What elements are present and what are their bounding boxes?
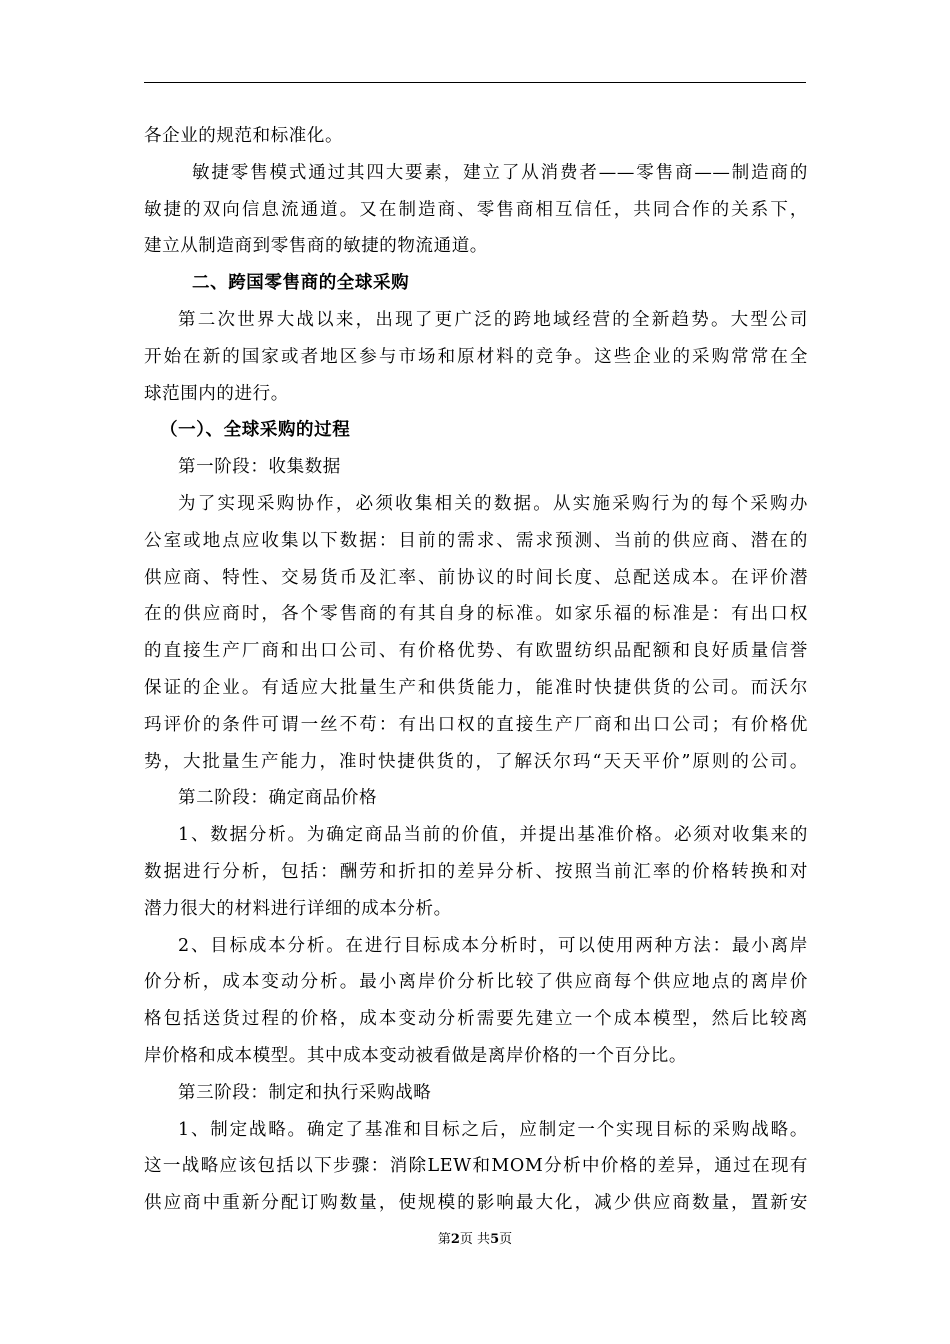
paragraph-line: 敏捷的双向信息流通道。又在制造商、零售商相互信任，共同合作的关系下， (144, 199, 808, 220)
paragraph-line: 供应商、特性、交易货币及汇率、前协议的时间长度、总配送成本。在评价潜 (144, 567, 808, 588)
paragraph-line: 数据进行分析，包括：酬劳和折扣的差异分析、按照当前汇率的价格转换和对 (144, 861, 808, 882)
paragraph-line: 公室或地点应收集以下数据：目前的需求、需求预测、当前的供应商、潜在的 (144, 530, 808, 551)
paragraph-line: 为了实现采购协作，必须收集相关的数据。从实施采购行为的每个采购办 (178, 493, 808, 514)
paragraph-line: 势，大批量生产能力，准时快捷供货的，了解沃尔玛“天天平价”原则的公司。 (144, 751, 808, 772)
paragraph-line: 供应商中重新分配订购数量，使规模的影响最大化，减少供应商数量，置新安 (144, 1193, 808, 1214)
paragraph-line: 球范围内的进行。 (144, 383, 289, 404)
paragraph-line: 格包括送货过程的价格，成本变动分析需要先建立一个成本模型，然后比较离 (144, 1009, 808, 1030)
paragraph-line: 玛评价的条件可谓一丝不苟：有出口权的直接生产厂商和出口公司；有价格优 (144, 714, 808, 735)
paragraph-line: 潜力很大的材料进行详细的成本分析。 (144, 898, 452, 919)
paragraph-line: 第二次世界大战以来，出现了更广泛的跨地域经营的全新趋势。大型公司 (178, 309, 808, 330)
footer-mid: 页 共 (459, 1232, 491, 1247)
section-heading: 二、跨国零售商的全球采购 (192, 273, 410, 294)
header-rule (144, 82, 806, 83)
paragraph-line: 价分析，成本变动分析。最小离岸价分析比较了供应商每个供应地点的离岸价 (144, 972, 808, 993)
paragraph-line: 敏捷零售模式通过其四大要素，建立了从消费者——零售商——制造商的 (192, 162, 808, 183)
total-page-number: 5 (490, 1232, 500, 1247)
stage-heading: 第二阶段：确定商品价格 (178, 788, 378, 809)
paragraph-line: 岸价格和成本模型。其中成本变动被看做是离岸价格的一个百分比。 (144, 1045, 687, 1066)
subsection-heading: （一）、全球采购的过程 (160, 420, 351, 441)
paragraph-line: 各企业的规范和标准化。 (144, 126, 344, 146)
paragraph-line: 这一战略应该包括以下步骤：消除LEW和MOM分析中价格的差异，通过在现有 (144, 1156, 808, 1177)
footer-suffix: 页 (499, 1232, 513, 1247)
paragraph-line: 1、数据分析。为确定商品当前的价值，并提出基准价格。必须对收集来的 (178, 825, 808, 846)
paragraph-line: 保证的企业。有适应大批量生产和供货能力，能准时快捷供货的公司。而沃尔 (144, 677, 808, 698)
page-footer (0, 1228, 950, 1247)
paragraph-line: 2、目标成本分析。在进行目标成本分析时，可以使用两种方法：最小离岸 (178, 935, 808, 956)
footer-prefix: 第 (437, 1232, 451, 1247)
paragraph-line: 建立从制造商到零售商的敏捷的物流通道。 (144, 236, 488, 257)
paragraph-line: 的直接生产厂商和出口公司、有价格优势、有欧盟纺织品配额和良好质量信誉 (144, 641, 808, 662)
paragraph-line: 在的供应商时，各个零售商的有其自身的标准。如家乐福的标准是：有出口权 (144, 604, 808, 625)
stage-heading: 第三阶段：制定和执行采购战略 (178, 1082, 432, 1103)
current-page-number: 2 (450, 1232, 460, 1247)
paragraph-line: 1、制定战略。确定了基准和目标之后，应制定一个实现目标的采购战略。 (178, 1119, 808, 1140)
stage-heading: 第一阶段：收集数据 (178, 457, 341, 478)
paragraph-line: 开始在新的国家或者地区参与市场和原材料的竞争。这些企业的采购常常在全 (144, 346, 808, 367)
document-body (144, 124, 808, 1228)
